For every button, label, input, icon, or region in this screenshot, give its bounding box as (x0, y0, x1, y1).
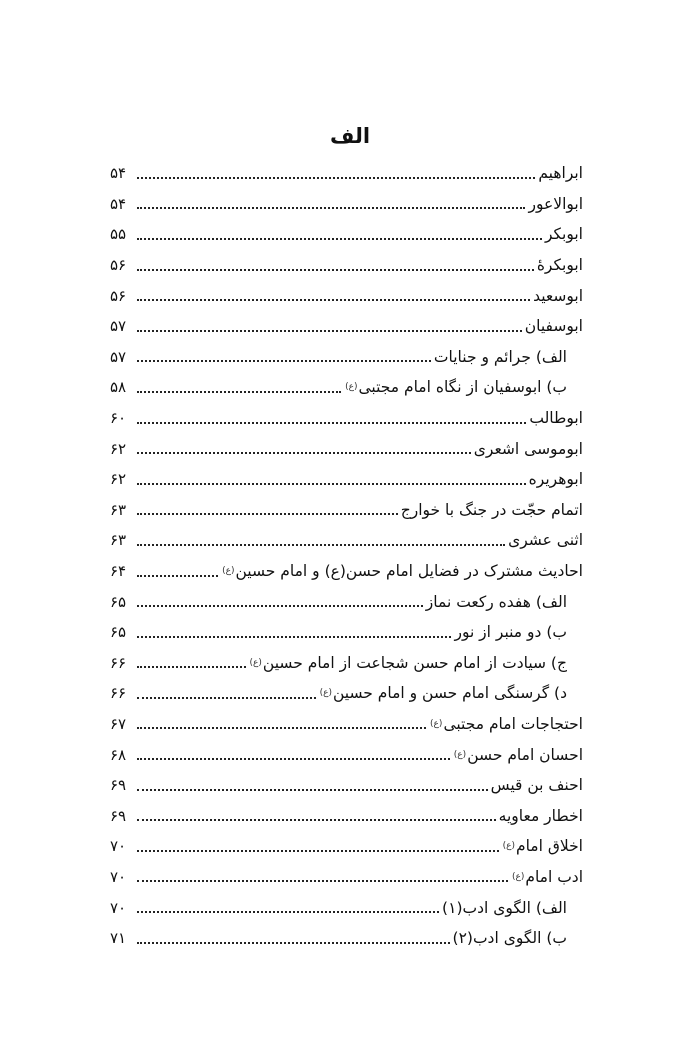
index-entry (110, 495, 583, 526)
page-number: ۶۶ (110, 653, 127, 672)
dot-leader (137, 329, 522, 332)
page-number: ۷۰ (110, 867, 127, 886)
index-entry (110, 403, 583, 434)
page-number: ۵۷ (110, 347, 127, 366)
page-number: ۶۳ (110, 500, 127, 519)
dot-leader (137, 726, 426, 729)
entry-label: اثنی عشری (508, 531, 583, 550)
dot-leader (137, 696, 316, 699)
dot-leader (137, 237, 542, 240)
entry-label: الف) جرائم و جنایات (433, 347, 567, 366)
page-number: ۶۲ (110, 439, 127, 458)
entry-label: ابوسعید (533, 286, 583, 305)
page-number: ۷۰ (110, 898, 127, 917)
dot-leader (137, 849, 499, 852)
dot-leader (137, 879, 508, 882)
page-number: ۶۰ (110, 409, 127, 428)
dot-leader (137, 635, 451, 638)
page-number: ۵۸ (110, 378, 127, 397)
index-entry (110, 250, 583, 281)
entry-label: ب) ابوسفیان از نگاه امام مجتبی (358, 378, 567, 397)
page-number: ۵۴ (110, 194, 127, 213)
index-subentry (110, 648, 583, 679)
dot-leader (137, 482, 526, 485)
page-number: ۶۵ (110, 592, 127, 611)
index-entry (110, 525, 583, 556)
page-number: ۶۹ (110, 806, 127, 825)
dot-leader (137, 543, 505, 546)
entry-label: احنف بن قیس (490, 776, 583, 795)
dot-leader (137, 910, 439, 913)
page-number: ۶۷ (110, 714, 127, 733)
index-entry (110, 311, 583, 342)
entry-label: ابوهریره (528, 470, 583, 489)
entry-label: ابوبکر (544, 225, 583, 244)
entry-label: ج) سیادت از امام حسن شجاعت از امام حسین (262, 653, 567, 672)
honorific-icon: (ع) (430, 718, 443, 729)
entry-label: الف) هفده رکعت نماز (425, 592, 567, 611)
index-subentry (110, 923, 583, 954)
page-number: ۶۲ (110, 470, 127, 489)
index-entry (110, 158, 583, 189)
honorific-icon: (ع) (511, 871, 525, 882)
dot-leader (137, 359, 431, 362)
page-number: ۵۶ (110, 256, 127, 275)
entry-label: اتمام حجّت در جنگ با خوارج (400, 500, 583, 519)
index-subentry (110, 372, 583, 403)
dot-leader (137, 268, 534, 271)
entry-label: احتجاجات امام مجتبی (443, 714, 583, 733)
entry-label: ابراهیم (538, 164, 583, 183)
page-number: ۵۵ (110, 225, 127, 244)
page-number: ۵۷ (110, 317, 127, 336)
page-number: ۷۰ (110, 837, 127, 856)
honorific-icon: (ع) (502, 841, 515, 852)
entry-label: ابوبکرهٔ (536, 256, 583, 275)
entry-label: احسان امام حسن (467, 745, 583, 764)
entry-label: احادیث مشترک در فضایل امام حسن(ع) و امام حسین (235, 562, 583, 581)
page-number: ۶۸ (110, 745, 127, 764)
honorific-icon: (ع) (453, 749, 467, 760)
page-number: ۶۵ (110, 623, 127, 642)
entry-label: ابوطالب (529, 409, 583, 428)
dot-leader (137, 941, 450, 944)
index-list (110, 158, 583, 953)
index-subentry (110, 586, 583, 617)
entry-label: ابوموسی اشعری (473, 439, 583, 458)
index-entry (110, 219, 583, 250)
dot-leader (137, 574, 218, 577)
page-number: ۷۱ (110, 929, 127, 948)
entry-label: ابوسفیان (524, 317, 583, 336)
index-entry (110, 464, 583, 495)
page-number: ۵۴ (110, 164, 127, 183)
index-subentry (110, 678, 583, 709)
dot-leader (137, 451, 471, 454)
dot-leader (137, 818, 496, 821)
index-subentry (110, 892, 583, 923)
index-entry (110, 770, 583, 801)
dot-leader (137, 665, 246, 668)
entry-label: اخطار معاویه (498, 806, 583, 825)
honorific-icon: (ع) (319, 688, 332, 699)
index-entry (110, 280, 583, 311)
entry-label: ادب امام (525, 867, 583, 886)
index-entry (110, 709, 583, 740)
dot-leader (137, 757, 450, 760)
index-subentry (110, 617, 583, 648)
honorific-icon: (ع) (222, 566, 235, 577)
index-entry (110, 862, 583, 893)
section-title: الف (329, 124, 371, 148)
page-number: ۶۴ (110, 562, 127, 581)
dot-leader (137, 298, 530, 301)
page-number: ۶۳ (110, 531, 127, 550)
index-subentry (110, 342, 583, 373)
index-entry (110, 800, 583, 831)
page-number: ۵۶ (110, 286, 127, 305)
dot-leader (137, 788, 488, 791)
dot-leader (137, 604, 423, 607)
index-entry (110, 739, 583, 770)
page-number: ۶۶ (110, 684, 127, 703)
index-entry (110, 189, 583, 220)
entry-label: ب) دو منبر از نور (454, 623, 567, 642)
dot-leader (137, 421, 526, 424)
page-number: ۶۹ (110, 776, 127, 795)
index-entry (110, 433, 583, 464)
dot-leader (137, 390, 341, 393)
entry-label: ب) الگوی ادب(۲) (452, 929, 567, 948)
honorific-icon: (ع) (345, 382, 358, 393)
index-entry (110, 831, 583, 862)
index-entry (110, 556, 583, 587)
dot-leader (137, 512, 398, 515)
entry-label: الف) الگوی ادب(۱) (442, 898, 567, 917)
entry-label: د) گرسنگی امام حسن و امام حسین (332, 684, 567, 703)
dot-leader (137, 176, 535, 179)
entry-label: اخلاق امام (515, 837, 583, 856)
dot-leader (137, 206, 525, 209)
entry-label: ابوالاعور (528, 194, 583, 213)
honorific-icon: (ع) (249, 657, 262, 668)
